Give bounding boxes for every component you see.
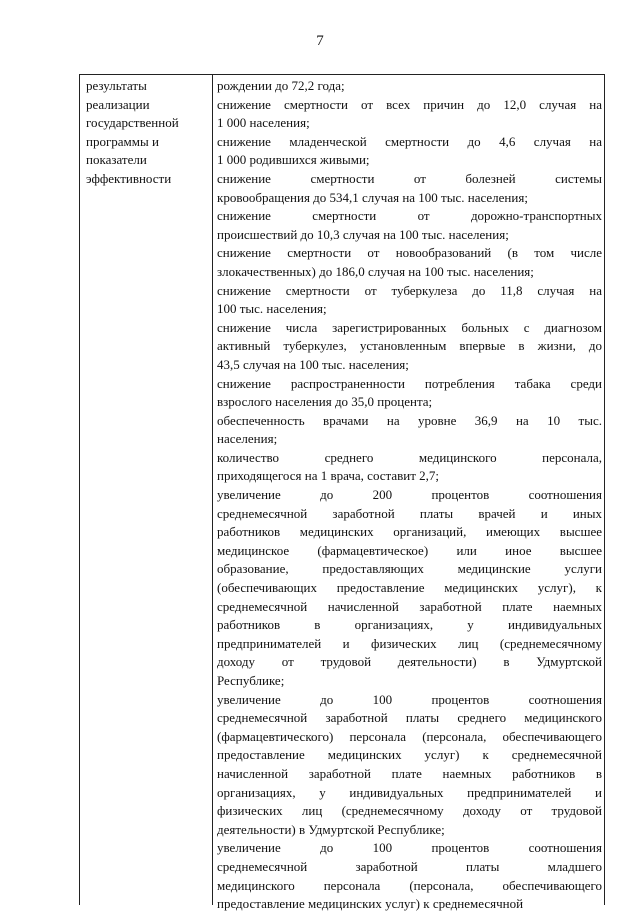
- indicator-item: [217, 133, 602, 170]
- right-cell-content: [217, 77, 602, 914]
- indicator-item: [217, 207, 602, 244]
- indicator-line: взрослого населения до 35,0 процента;: [217, 394, 433, 410]
- label-line: программы и: [86, 133, 159, 149]
- indicator-line: медицинского персонала (персонала, обеспечивающего: [217, 877, 602, 893]
- indicator-line: снижение распространенности потребления табака среди: [217, 375, 602, 391]
- indicator-item: [217, 319, 602, 375]
- indicator-line: предоставление медицинских услуг) к среднемесячной: [217, 896, 524, 912]
- indicator-line: 1 000 населения;: [217, 115, 310, 131]
- indicator-line: снижение смертности от дорожно-транспортных: [217, 208, 602, 224]
- indicator-line: организациях, у индивидуальных предпринимателей и: [217, 784, 602, 800]
- indicator-line: (обеспечивающих предоставление медицинских услуг), к: [217, 580, 602, 596]
- indicator-line: активный туберкулез, установленным впервые в жизни, до: [217, 338, 602, 354]
- indicator-line: Республике;: [217, 673, 285, 688]
- indicator-item: [217, 375, 602, 412]
- indicator-item: [217, 839, 602, 913]
- label-line: государственной: [86, 115, 179, 131]
- indicator-line: 43,5 случая на 100 тыс. населения;: [217, 356, 409, 372]
- indicator-line: количество среднего медицинского персонала,: [217, 449, 602, 465]
- indicator-line: среднемесячной заработной платы младшего: [217, 858, 602, 874]
- indicator-line: снижение младенческой смертности до 4,6 случая на: [217, 133, 602, 149]
- indicator-line: снижение числа зарегистрированных больных с диагнозом: [217, 319, 602, 335]
- indicator-line: предпринимателей и физических лиц (среднемесячному: [217, 635, 602, 651]
- indicator-item: [217, 412, 602, 449]
- indicator-line: злокачественных) до 186,0 случая на 100 тыс. населения;: [217, 263, 534, 279]
- indicator-line: увеличение до 100 процентов соотношения: [217, 840, 602, 856]
- indicator-item: [217, 449, 602, 486]
- indicator-line: начисленной заработной плате наемных работников в: [217, 765, 602, 781]
- indicator-line: физических лиц (среднемесячному доходу от трудовой: [217, 803, 602, 819]
- indicator-line: снижение смертности от всех причин до 12,0 случая на: [217, 96, 602, 112]
- indicator-line: снижение смертности от болезней системы: [217, 170, 602, 186]
- indicator-line: 100 тыс. населения;: [217, 301, 327, 317]
- indicator-line: увеличение до 100 процентов соотношения: [217, 691, 602, 707]
- indicator-item: [217, 170, 602, 207]
- indicator-line: населения;: [217, 431, 278, 447]
- document-table: [79, 74, 605, 912]
- indicator-line: снижение смертности от туберкулеза до 11,8 случая на: [217, 282, 602, 298]
- indicator-line: предоставление медицинских услуг) к среднемесячной: [217, 747, 602, 763]
- indicator-line: доходу от трудовой деятельности) в Удмуртской: [217, 654, 602, 670]
- indicator-line: среднемесячной заработной платы врачей и иных: [217, 505, 602, 521]
- indicator-line: снижение смертности от новообразований (в том числе: [217, 245, 602, 261]
- left-cell-label: [86, 77, 208, 189]
- indicator-line: среднемесячной заработной платы среднего медицинского: [217, 710, 602, 726]
- label-line: реализации: [86, 96, 150, 112]
- page-number: 7: [316, 33, 324, 49]
- label-line: результаты: [86, 78, 147, 93]
- indicator-line: среднемесячной начисленной заработной плате наемных: [217, 598, 602, 614]
- indicator-item: [217, 486, 602, 691]
- indicator-item: [217, 244, 602, 281]
- label-line: эффективности: [86, 170, 172, 186]
- indicator-line: (фармацевтического) персонала (персонала, обеспечивающего: [217, 728, 602, 744]
- indicator-line: рождении до 72,2 года;: [217, 78, 345, 93]
- indicator-item: [217, 96, 602, 133]
- indicator-item: [217, 77, 602, 96]
- indicator-line: деятельности) в Удмуртской Республике;: [217, 821, 445, 837]
- indicator-line: происшествий до 10,3 случая на 100 тыс. населения;: [217, 226, 509, 242]
- indicator-line: увеличение до 200 процентов соотношения: [217, 487, 602, 503]
- indicator-line: работников медицинских организаций, имеющих высшее: [217, 524, 602, 540]
- indicator-line: кровообращения до 534,1 случая на 100 тыс. населения;: [217, 189, 528, 205]
- indicator-line: медицинское (фармацевтическое) или иное высшее: [217, 542, 602, 558]
- indicator-line: образование, предоставляющих медицинские услуги: [217, 561, 602, 577]
- indicator-line: работников в организациях, у индивидуальных: [217, 617, 602, 633]
- label-line: показатели: [86, 152, 147, 168]
- indicator-line: 1 000 родившихся живыми;: [217, 152, 370, 168]
- indicator-line: обеспеченность врачами на уровне 36,9 на 10 тыс.: [217, 412, 602, 428]
- indicator-item: [217, 282, 602, 319]
- column-divider: [212, 75, 213, 905]
- indicator-item: [217, 691, 602, 840]
- indicator-line: приходящегося на 1 врача, составит 2,7;: [217, 468, 440, 484]
